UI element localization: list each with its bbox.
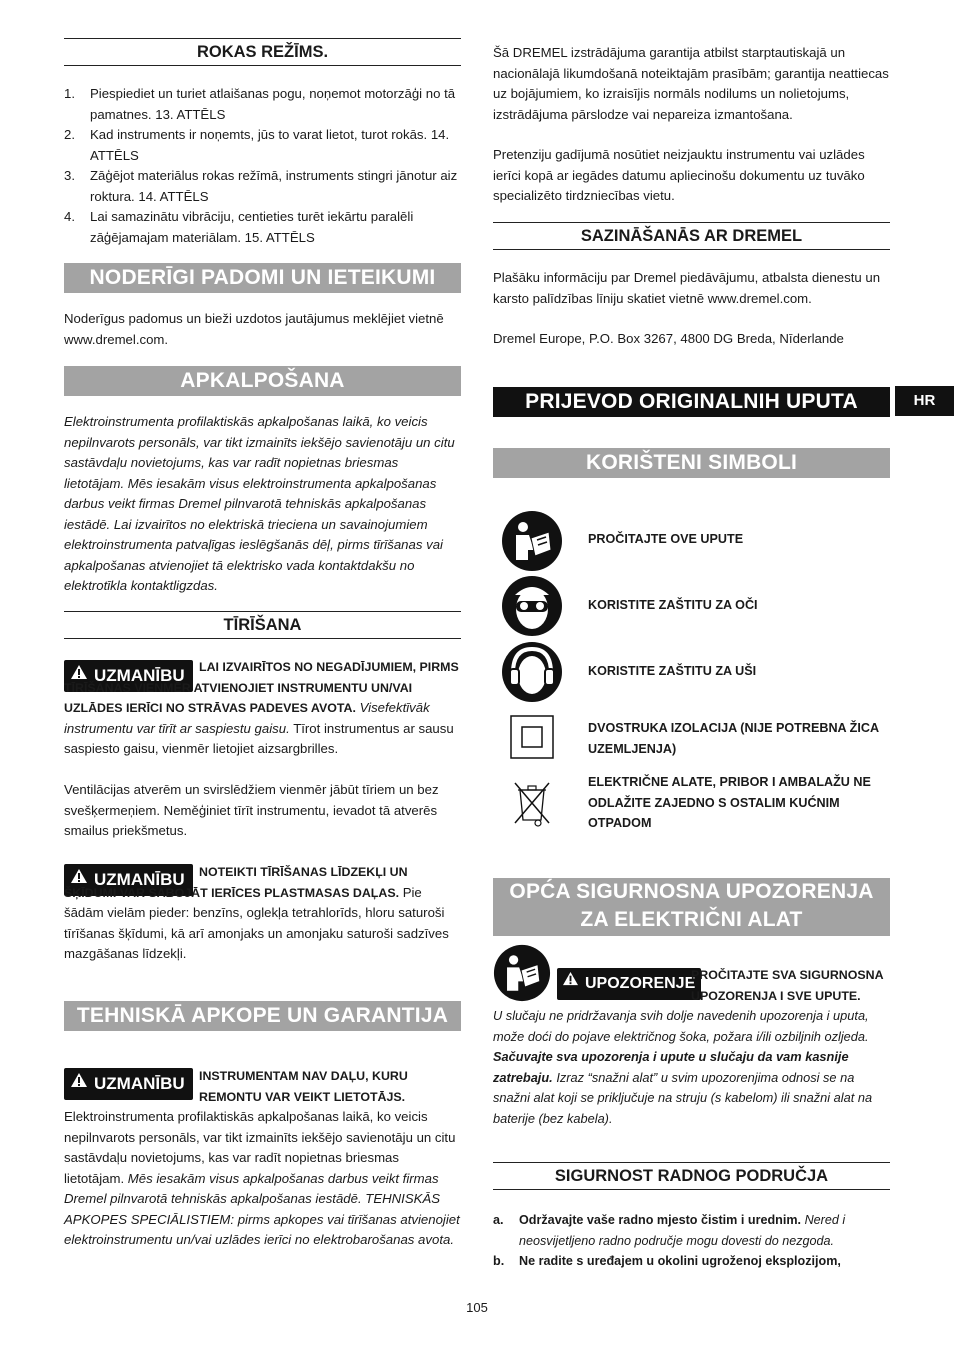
caution-text-3: INSTRUMENTAM NAV DAĻU, KURU REMONTU VAR VEIKT LIETOTĀJS. xyxy=(199,1069,408,1104)
caution-text-2: NOTEIKTI TĪRĪŠANAS LĪDZEKĻI UN ŠĶĪDUMI VAR SABOJĀT IERĪCES PLASTMASAS DAĻAS. Pie šādām vielām pieder: benzīns, oglekļa tetrahlorīds, hloru saturoši tīrīšanas šķīdumi, kā arī amonjaks un amonjaku saturoši sadzīves mazgāšanas līdzekļi. xyxy=(64,865,449,961)
opca-lead: PROČITAJTE SVA SIGURNOSNA UPOZORENJA I SVE UPUTE. xyxy=(691,968,884,1003)
section-heading-padomi: NODERĪGI PADOMI UN IETEIKUMI xyxy=(64,263,461,293)
symbol-row xyxy=(493,574,890,636)
symbol-label: PROČITAJTE OVE UPUTE xyxy=(588,532,744,546)
list-item: 2. Kad instruments ir noņemts, jūs to varat lietot, turot rokās. 14. ATTĒLS xyxy=(64,127,450,163)
radno-list xyxy=(493,1210,890,1272)
caution-badge: UZMANĪBU xyxy=(64,864,193,896)
list-item: 3. Zāģējot materiālus rokas režīmā, instruments stingri jānotur aiz roktura. 14. ATTĒLS xyxy=(64,168,458,204)
section-heading-simboli: KORIŠTENI SIMBOLI xyxy=(493,448,890,478)
pretenziju-text: Pretenziju gadījumā nosūtiet neizjauktu instrumentu vai uzlādes ierīci kopā ar iegādes datumu apliecinošu dokumentu uz tuvāko specializēto tirdzniecības vietu. xyxy=(493,147,865,203)
list-item: b. Ne radite s uređajem u okolini ugroženoj eksplozijom, xyxy=(493,1254,841,1268)
section-heading-tehniska: TEHNISKĀ APKOPE UN GARANTIJA xyxy=(64,1001,461,1031)
garantija-text: Šā DREMEL izstrādājuma garantija atbilst starptautiskajā un nacionālajā likumdošanā noteiktajām prasībām; garantija neattiecas uz bojājumiem, ko izraisījis normāls nodilums un nolietojums, izstrādājuma pārslodze vai nepareiza izmantošana. xyxy=(493,45,889,122)
symbol-row xyxy=(493,712,890,758)
warning-triangle-icon xyxy=(562,966,579,998)
apkalposana-text: Elektroinstrumenta profilaktiskās apkalpošanas laikā, ko veicis nepilnvarots personāls, var tikt izmainīts iekšējo savienotāju un citu sastāvdaļu novietojums, kas var radīt nopietnas briesmas lietotājam. Mēs iesakām visus elektroinstrumenta apkalpošanas darbus veikt firmas Dremel pilnvarotā tehniskās apkalpošanas iestādē. Lai izvairītos no elektriskā trieciena un savainojumiem elektroinstrumenta patvaļīgas ieslēgšanās dēļ, pirms tīrīšanas vai apkalpošanas atvienojiet tā elektrisko vada kontaktdakšu no elektrotīkla kontaktligzdas. xyxy=(64,414,455,593)
symbol-label: KORISTITE ZAŠTITU ZA OČI xyxy=(588,598,758,612)
section-heading-tirisana: TĪRĪŠANA xyxy=(64,611,461,639)
caution-text-1: LAI IZVAIRĪTOS NO NEGADĪJUMIEM, PIRMS TĪRĪŠANAS VIENMĒR ATVIENOJIET INSTRUMENTU UN/VAI UZLĀDES IERĪCI NO STRĀVAS PADEVES AVOTA. Visefektīvāk instrumentu var tīrīt ar saspiestu gaisu. Tīrot instrumentus ar sausu saspiesto gaisu, vienmēr lietojiet aizsargbrilles. xyxy=(64,660,459,756)
read-manual-icon xyxy=(493,944,551,1002)
opca-text: U slučaju ne pridržavanja svih dolje navedenih upozorenja i uputa, može doći do pojave električnog šoka, požara i/ili ozbiljnih ozljeda. Sačuvajte sva upozorenja i upute u slučaju da vam kasnije zatrebaju. Izraz “snažni alat” u svim upozorenjima odnosi se na snažni alat koji se priključuje na struju (s kabelom) ili snažni alat na baterije (bez kabela). xyxy=(493,1008,873,1126)
section-heading-rokas: ROKAS REŽĪMS. xyxy=(64,38,461,66)
symbol-label: KORISTITE ZAŠTITU ZA UŠI xyxy=(588,664,757,678)
double-insulation-icon xyxy=(510,715,554,759)
padomi-text: Noderīgus padomus un bieži uzdotos jautājumus meklējiet vietnē www.dremel.com. xyxy=(64,311,444,347)
symbol-label: DVOSTRUKA IZOLACIJA (NIJE POTREBNA ŽICA UZEMLJENJA) xyxy=(588,721,879,756)
symbol-row xyxy=(493,772,890,838)
symbol-label: ELEKTRIČNE ALATE, PRIBOR I AMBALAŽU NE ODLAŽITE ZAJEDNO S OSTALIM KUĆNIM OTPADOM xyxy=(588,775,871,830)
weee-bin-icon xyxy=(512,780,552,828)
language-tab: HR xyxy=(895,386,954,416)
list-item: 1. Piespiediet un turiet atlaišanas pogu, noņemot motorzāģi no tā pamatnes. 13. ATTĒLS xyxy=(64,86,456,122)
ear-protection-icon xyxy=(501,641,563,703)
ventilation-text: Ventilācijas atverēm un svirslēdžiem vienmēr jābūt tīriem un bez svešķermeņiem. Neměģiniet tīrīt instrumentu, ievadot tā atverēs smailus priekšmetus. xyxy=(64,782,439,838)
section-heading-opca: OPĆA SIGURNOSNA UPOZORENJA ZA ELEKTRIČNI ALAT xyxy=(493,878,890,936)
warning-badge: UPOZORENJE xyxy=(557,968,701,1000)
list-item: 4. Lai samazinātu vibrāciju, centieties turēt iekārtu paralēli zāģējamajam materiālam. 15. ATTĒLS xyxy=(64,209,414,245)
section-heading-radno: SIGURNOST RADNOG PODRUČJA xyxy=(493,1162,890,1190)
symbol-row xyxy=(493,640,890,702)
section-heading-prijevod: PRIJEVOD ORIGINALNIH UPUTA xyxy=(493,387,890,417)
page-number: 105 xyxy=(466,1300,488,1315)
sazinasanas-text: Plašāku informāciju par Dremel piedāvājumu, atbalsta dienestu un karsto palīdzības līniju skatiet vietnē www.dremel.com. xyxy=(493,270,881,306)
caution-badge: UZMANĪBU xyxy=(64,660,193,692)
rokas-steps-list xyxy=(64,84,461,248)
list-item: a. Održavajte vaše radno mjesto čistim i urednim. Nered i neosvijetljeno radno područje mogu dovesti do nezgoda. xyxy=(493,1213,846,1248)
tehniska-text: Elektroinstrumenta profilaktiskās apkalpošanas laikā, ko veicis nepilnvarots personāls, var tikt izmainīts iekšējo savienotāju un citu sastāvdaļu novietojums, kas var radīt nopietnas briesmas lietotājam. Mēs iesakām visus apkalpošanas darbus veikt firmas Dremel pilnvarotā tehniskās apkalpošanas iestādē. TEHNISKĀS APKOPES SPECIĀLISTIEM: pirms apkopes vai tīrīšanas atvienojiet elektroinstrumentu un/vai uzlādes ierīci no elektrobarošanas avota. xyxy=(64,1109,460,1247)
caution-badge: UZMANĪBU xyxy=(64,1068,193,1100)
section-heading-sazinasanas: SAZINĀŠANĀS AR DREMEL xyxy=(493,222,890,250)
warning-triangle-icon xyxy=(70,1067,88,1099)
address-text: Dremel Europe, P.O. Box 3267, 4800 DG Breda, Nīderlande xyxy=(493,331,844,346)
eye-protection-icon xyxy=(501,575,563,637)
section-heading-apkalposana: APKALPOŠANA xyxy=(64,366,461,396)
symbol-row xyxy=(493,508,890,570)
read-manual-icon xyxy=(501,510,563,572)
